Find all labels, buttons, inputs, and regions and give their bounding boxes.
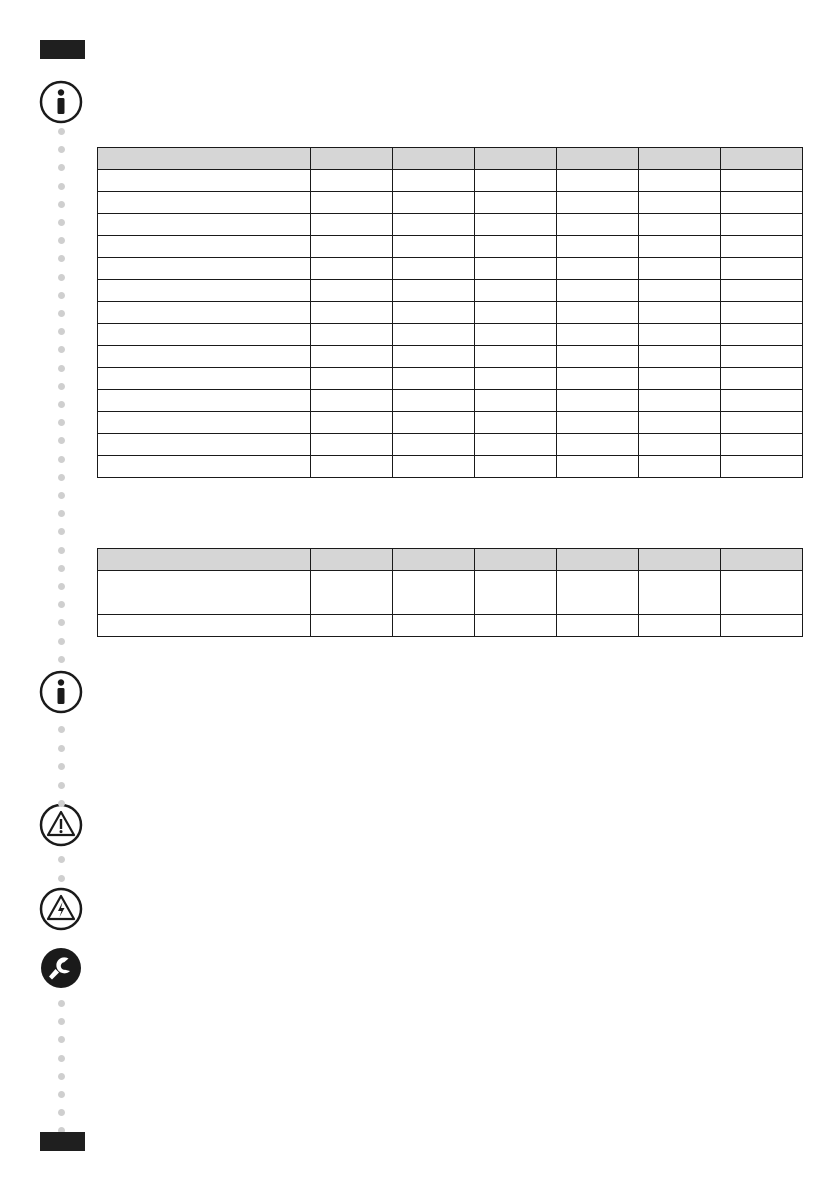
- table-cell: [721, 571, 803, 615]
- table-cell: [98, 258, 311, 280]
- guide-dot: [58, 292, 65, 299]
- table-cell: [311, 456, 393, 478]
- table-cell: [639, 258, 721, 280]
- guide-dot: [58, 1018, 65, 1025]
- guide-dot: [58, 365, 65, 372]
- table-cell: [393, 571, 475, 615]
- table-cell: [721, 615, 803, 637]
- guide-dot: [58, 510, 65, 517]
- table-cell: [98, 434, 311, 456]
- table-cell: [557, 615, 639, 637]
- table-cell: [721, 214, 803, 236]
- table-cell: [721, 390, 803, 412]
- guide-dot: [58, 383, 65, 390]
- table-cell: [721, 236, 803, 258]
- table-cell: [639, 324, 721, 346]
- table-cell: [311, 571, 393, 615]
- table-cell: [557, 571, 639, 615]
- guide-dot: [58, 601, 65, 608]
- guide-dot: [58, 800, 65, 807]
- table-cell: [311, 280, 393, 302]
- table-cell: [475, 236, 557, 258]
- guide-dot: [58, 255, 65, 262]
- table-cell: [721, 346, 803, 368]
- guide-dot: [58, 638, 65, 645]
- table-cell: [475, 434, 557, 456]
- table-cell: [393, 258, 475, 280]
- table-header-cell: [98, 549, 311, 571]
- table-cell: [311, 368, 393, 390]
- table-header-cell: [639, 549, 721, 571]
- table-cell: [557, 302, 639, 324]
- table-cell: [639, 236, 721, 258]
- table-row: [98, 236, 803, 258]
- table-cell: [557, 214, 639, 236]
- guide-dot: [58, 745, 65, 752]
- guide-dot: [58, 201, 65, 208]
- page-header-tab: [40, 40, 85, 59]
- table-cell: [557, 346, 639, 368]
- table-cell: [393, 390, 475, 412]
- table-row: [98, 412, 803, 434]
- table-cell: [721, 456, 803, 478]
- guide-dot: [58, 856, 65, 863]
- guide-dot: [58, 219, 65, 226]
- guide-dot: [58, 128, 65, 135]
- table-cell: [721, 280, 803, 302]
- table-cell: [639, 412, 721, 434]
- table-row: [98, 390, 803, 412]
- table-cell: [311, 192, 393, 214]
- table-row: [98, 280, 803, 302]
- table-row: [98, 324, 803, 346]
- table-cell: [721, 324, 803, 346]
- table-cell: [98, 280, 311, 302]
- table-cell: [475, 346, 557, 368]
- table-cell: [393, 456, 475, 478]
- table-header-cell: [639, 148, 721, 170]
- table-cell: [721, 170, 803, 192]
- table-cell: [639, 368, 721, 390]
- table-cell: [557, 456, 639, 478]
- guide-dot: [58, 583, 65, 590]
- table-cell: [721, 368, 803, 390]
- guide-dot: [58, 237, 65, 244]
- table-header-cell: [311, 148, 393, 170]
- table-cell: [393, 280, 475, 302]
- table-cell: [98, 615, 311, 637]
- guide-dot: [58, 1055, 65, 1062]
- table-header-cell: [311, 549, 393, 571]
- table-cell: [98, 456, 311, 478]
- guide-dot: [58, 1000, 65, 1007]
- table-cell: [311, 170, 393, 192]
- table-cell: [475, 214, 557, 236]
- table-cell: [557, 324, 639, 346]
- table-cell: [639, 615, 721, 637]
- table-cell: [721, 412, 803, 434]
- table-row: [98, 571, 803, 615]
- guide-dot: [58, 656, 65, 663]
- guide-dot: [58, 456, 65, 463]
- table-cell: [98, 214, 311, 236]
- info-icon: [39, 80, 83, 124]
- guide-dot: [58, 474, 65, 481]
- spec-table-1: [97, 147, 803, 478]
- table-cell: [98, 412, 311, 434]
- table-cell: [721, 192, 803, 214]
- table-cell: [475, 192, 557, 214]
- guide-dot: [58, 763, 65, 770]
- table-header-cell: [557, 549, 639, 571]
- guide-dot: [58, 619, 65, 626]
- table-header-row: [98, 549, 803, 571]
- table-cell: [311, 346, 393, 368]
- table-cell: [557, 236, 639, 258]
- table-cell: [98, 390, 311, 412]
- guide-dot: [58, 1109, 65, 1116]
- table-row: [98, 214, 803, 236]
- table-row: [98, 170, 803, 192]
- table-cell: [557, 390, 639, 412]
- guide-dot: [58, 782, 65, 789]
- table-cell: [557, 258, 639, 280]
- table-cell: [393, 170, 475, 192]
- table-row: [98, 258, 803, 280]
- table-row: [98, 368, 803, 390]
- table-cell: [311, 412, 393, 434]
- table-header-row: [98, 148, 803, 170]
- guide-dot: [58, 274, 65, 281]
- table-cell: [98, 192, 311, 214]
- table-cell: [639, 346, 721, 368]
- table-cell: [475, 324, 557, 346]
- table-cell: [311, 324, 393, 346]
- table-cell: [475, 390, 557, 412]
- info-icon: [39, 670, 83, 714]
- table-cell: [557, 368, 639, 390]
- table-cell: [393, 214, 475, 236]
- table-cell: [311, 236, 393, 258]
- electric-warning-icon: [39, 887, 83, 931]
- guide-dot: [58, 328, 65, 335]
- table-row: [98, 192, 803, 214]
- table-cell: [393, 346, 475, 368]
- table-cell: [557, 434, 639, 456]
- guide-dot: [58, 726, 65, 733]
- table-cell: [311, 258, 393, 280]
- guide-dot: [58, 346, 65, 353]
- table-row: [98, 615, 803, 637]
- table-cell: [639, 571, 721, 615]
- table-cell: [557, 280, 639, 302]
- guide-dot: [58, 146, 65, 153]
- table-cell: [311, 434, 393, 456]
- guide-dot: [58, 437, 65, 444]
- table-row: [98, 346, 803, 368]
- guide-dot: [58, 164, 65, 171]
- table-cell: [98, 571, 311, 615]
- warning-icon: [39, 803, 83, 847]
- table-header-cell: [475, 549, 557, 571]
- table-cell: [98, 368, 311, 390]
- table-header-cell: [557, 148, 639, 170]
- table-cell: [311, 302, 393, 324]
- table-cell: [475, 170, 557, 192]
- table-cell: [557, 412, 639, 434]
- table-cell: [639, 214, 721, 236]
- table-cell: [721, 258, 803, 280]
- table-cell: [98, 324, 311, 346]
- guide-dot: [58, 310, 65, 317]
- table-cell: [639, 192, 721, 214]
- table-cell: [721, 434, 803, 456]
- table-row: [98, 434, 803, 456]
- guide-dot: [58, 1073, 65, 1080]
- table-cell: [475, 456, 557, 478]
- table-cell: [393, 324, 475, 346]
- table-cell: [475, 302, 557, 324]
- table-cell: [475, 258, 557, 280]
- table-cell: [475, 571, 557, 615]
- guide-dot: [58, 1091, 65, 1098]
- table-header-cell: [393, 148, 475, 170]
- guide-dot: [58, 528, 65, 535]
- table-cell: [311, 214, 393, 236]
- table-cell: [475, 368, 557, 390]
- table-header-cell: [393, 549, 475, 571]
- guide-dot: [58, 401, 65, 408]
- guide-dot: [58, 547, 65, 554]
- table-cell: [721, 302, 803, 324]
- table-cell: [475, 615, 557, 637]
- table-cell: [311, 615, 393, 637]
- table-row: [98, 456, 803, 478]
- table-cell: [393, 236, 475, 258]
- table-cell: [639, 170, 721, 192]
- table-cell: [475, 412, 557, 434]
- spec-table-2: [97, 548, 803, 637]
- table-cell: [639, 456, 721, 478]
- table-header-cell: [721, 148, 803, 170]
- guide-dot: [58, 565, 65, 572]
- guide-dot: [58, 183, 65, 190]
- table-cell: [98, 302, 311, 324]
- wrench-icon: [39, 946, 83, 990]
- table-cell: [311, 390, 393, 412]
- table-row: [98, 302, 803, 324]
- table-cell: [475, 280, 557, 302]
- table-cell: [557, 170, 639, 192]
- table-cell: [98, 170, 311, 192]
- guide-dot: [58, 492, 65, 499]
- table-cell: [393, 434, 475, 456]
- table-header-cell: [475, 148, 557, 170]
- table-cell: [639, 390, 721, 412]
- table-cell: [98, 346, 311, 368]
- table-cell: [98, 236, 311, 258]
- table-header-cell: [721, 549, 803, 571]
- table-cell: [393, 192, 475, 214]
- table-cell: [639, 434, 721, 456]
- guide-dot: [58, 419, 65, 426]
- table-cell: [393, 302, 475, 324]
- table-cell: [393, 368, 475, 390]
- table-header-cell: [98, 148, 311, 170]
- table-cell: [639, 280, 721, 302]
- guide-dot: [58, 1036, 65, 1043]
- table-cell: [393, 412, 475, 434]
- table-cell: [639, 302, 721, 324]
- page-footer-tab: [40, 1132, 85, 1151]
- table-cell: [393, 615, 475, 637]
- guide-dot: [58, 875, 65, 882]
- table-cell: [557, 192, 639, 214]
